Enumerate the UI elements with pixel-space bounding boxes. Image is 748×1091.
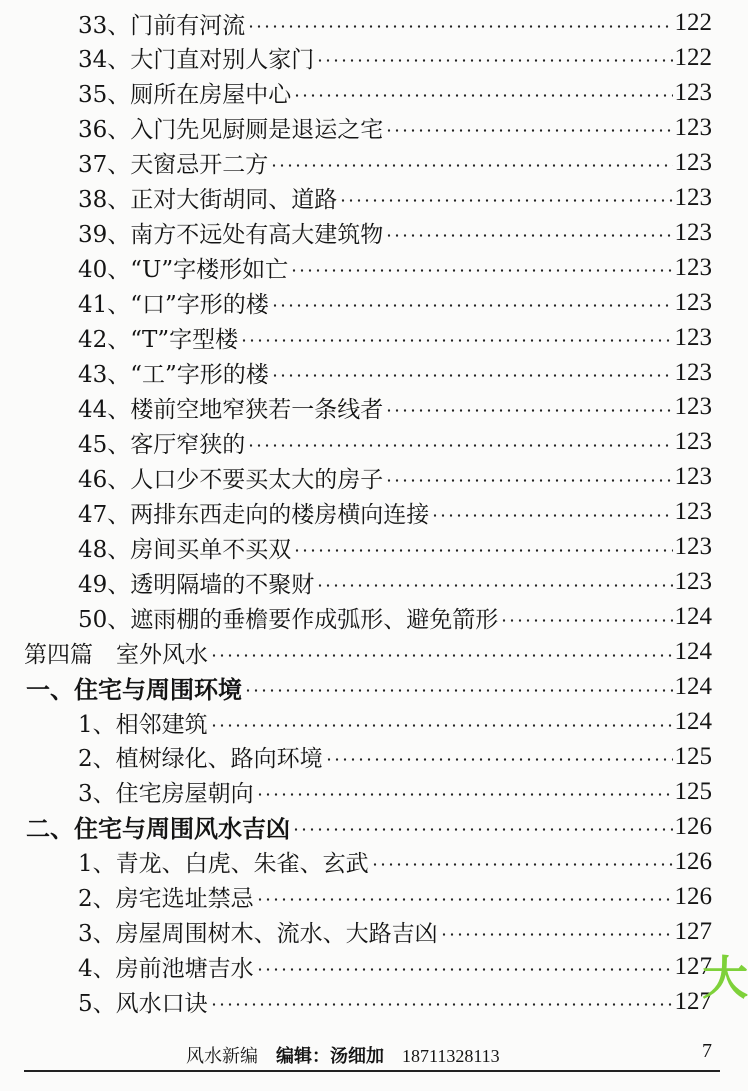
toc-entry — [78, 495, 712, 529]
toc-entry-title: 房间买单不买双 — [130, 536, 292, 563]
toc-dot-leader — [210, 705, 673, 739]
toc-entry — [78, 216, 712, 250]
toc-entry-number: 2、 — [78, 886, 116, 913]
footer-book-title: 风水新编 — [186, 1046, 258, 1067]
toc-dot-leader — [316, 565, 672, 599]
toc-entry-number: 5、 — [78, 991, 116, 1018]
toc-entry-number: 2、 — [78, 746, 116, 773]
toc-entry-number: 3、 — [78, 781, 116, 808]
toc-entry-number: 49、 — [78, 571, 131, 598]
toc-dot-leader — [431, 495, 672, 529]
toc-entry-title: 两排东西走向的楼房横向连接 — [130, 501, 430, 528]
toc-dot-leader — [500, 600, 672, 634]
toc-entry — [26, 810, 712, 844]
toc-entry-page: 123 — [674, 358, 712, 386]
toc-entry-number: 34、 — [78, 47, 131, 74]
toc-entry-title: 住宅与周围风水吉凶 — [74, 814, 290, 844]
toc-entry-page: 123 — [674, 533, 712, 561]
toc-entry-page: 124 — [674, 708, 712, 735]
toc-entry — [78, 251, 712, 285]
toc-entry — [78, 915, 712, 949]
footer-rule — [24, 1070, 720, 1072]
toc-entry — [78, 705, 712, 739]
toc-entry-page: 122 — [674, 43, 712, 71]
toc-entry-title: 房前池塘吉水 — [115, 956, 254, 983]
toc-entry-number: 44、 — [78, 396, 131, 423]
toc-entry-title: 透明隔墙的不聚财 — [130, 571, 315, 598]
toc-entry-page: 123 — [674, 428, 712, 456]
toc-entry-page: 123 — [674, 183, 712, 211]
footer-editor-name: 汤细加 — [330, 1046, 384, 1067]
toc-dot-leader — [371, 845, 673, 879]
toc-entry — [78, 6, 712, 40]
toc-entry — [78, 181, 712, 215]
toc-dot-leader — [210, 985, 673, 1019]
toc-entry-title: 房屋周围树木、流水、大路吉凶 — [115, 921, 438, 948]
toc-dot-leader — [256, 950, 673, 984]
toc-entry-title: 客厅窄狭的 — [130, 431, 246, 458]
toc-entry — [78, 460, 712, 494]
toc-entry-page: 126 — [674, 847, 712, 875]
toc-entry-title: 南方不远处有高大建筑物 — [130, 222, 384, 249]
toc-entry-title: 风水口诀 — [115, 991, 208, 1018]
footer-info — [186, 1042, 500, 1068]
toc-entry-title: 天窗忌开二方 — [130, 152, 269, 179]
toc-entry-number: 48、 — [78, 536, 131, 563]
toc-dot-leader — [240, 321, 672, 355]
toc-entry-title: 遮雨棚的垂檐要作成弧形、避免箭形 — [130, 606, 499, 633]
toc-entry — [78, 740, 712, 774]
toc-entry-number: 43、 — [78, 362, 131, 388]
toc-entry-title: 入门先见厨厕是退运之宅 — [130, 117, 384, 144]
toc-entry — [78, 600, 712, 634]
toc-entry-page: 123 — [674, 393, 712, 421]
toc-entry-number: 第四篇 — [24, 641, 116, 668]
toc-dot-leader — [271, 286, 673, 320]
toc-entry-title: “T”字型楼 — [130, 327, 239, 354]
toc-entry-number: 36、 — [78, 117, 131, 144]
toc-entry — [78, 845, 712, 879]
toc-dot-leader — [440, 915, 673, 949]
page-footer — [0, 1038, 734, 1068]
toc-entry-page: 123 — [674, 463, 712, 491]
toc-entry-number: 38、 — [78, 187, 131, 214]
toc-entry — [24, 635, 712, 669]
footer-page-number: 7 — [702, 1040, 712, 1062]
toc-entry-number: 42、 — [78, 327, 131, 354]
toc-entry-page: 125 — [674, 742, 712, 770]
toc-entry-page: 123 — [674, 253, 712, 281]
toc-entry-title: 正对大街胡同、道路 — [130, 187, 338, 214]
toc-entry — [78, 146, 712, 180]
toc-entry-page: 125 — [674, 777, 712, 805]
toc-entry-page: 123 — [674, 498, 712, 526]
toc-entry — [78, 356, 712, 390]
toc-entry-title: 住宅房屋朝向 — [115, 781, 254, 808]
toc-entry-page: 124 — [674, 638, 712, 666]
toc-entry — [78, 985, 712, 1019]
toc-dot-leader — [290, 251, 672, 285]
toc-entry — [78, 950, 712, 984]
toc-dot-leader — [385, 216, 672, 250]
toc-entry-number: 二、 — [26, 814, 74, 844]
toc-entry-title: 住宅与周围环境 — [74, 674, 242, 704]
toc-entry-page: 126 — [674, 882, 712, 910]
footer-phone: 18711328113 — [402, 1046, 500, 1066]
toc-entry-title: 楼前空地窄狭若一条线者 — [130, 396, 384, 423]
toc-entry — [78, 390, 712, 424]
toc-entry-number: 3、 — [78, 921, 116, 948]
toc-entry — [78, 76, 712, 110]
toc-dot-leader — [247, 6, 672, 40]
toc-entry-title: 相邻建筑 — [115, 711, 208, 738]
toc-entry-title: “工”字形的楼 — [130, 362, 269, 388]
toc-entry-title: “U”字楼形如亡 — [130, 257, 289, 284]
toc-entry-page: 123 — [674, 288, 712, 316]
toc-entry-page: 123 — [674, 148, 712, 176]
toc-entry — [78, 286, 712, 320]
toc-entry-number: 40、 — [78, 257, 131, 284]
toc-entry-number: 50、 — [78, 606, 131, 633]
footer-editor-label: 编辑： — [276, 1046, 330, 1067]
toc-entry-number: 一、 — [26, 674, 74, 704]
toc-entry-number: 1、 — [78, 711, 116, 738]
toc-dot-leader — [293, 530, 672, 564]
toc-entry-number: 39、 — [78, 222, 131, 249]
toc-entry-page: 127 — [674, 917, 712, 945]
toc-entry-number: 35、 — [78, 82, 131, 109]
toc-entry-number: 4、 — [78, 956, 116, 983]
toc-entry-title: 大门直对别人家门 — [130, 47, 315, 74]
toc-entry — [78, 41, 712, 75]
toc-entry-number: 46、 — [78, 466, 131, 493]
toc-entry — [26, 670, 712, 704]
toc-entry — [78, 565, 712, 599]
toc-entry-number: 47、 — [78, 501, 131, 528]
toc-entry-page: 124 — [674, 603, 712, 631]
toc-entry — [78, 530, 712, 564]
toc-entry-page: 122 — [674, 9, 712, 36]
toc-entry-title: 门前有河流 — [130, 12, 246, 39]
toc-entry-page: 123 — [674, 323, 712, 351]
watermark-stamp: 大 — [702, 951, 748, 1005]
toc-entry-title: 青龙、白虎、朱雀、玄武 — [115, 851, 369, 878]
toc-entry-title: 植树绿化、路向环境 — [115, 746, 323, 773]
toc-entry — [78, 775, 712, 809]
toc-entry-title: 人口少不要买太大的房子 — [130, 466, 384, 493]
toc-entry-page: 124 — [674, 673, 712, 701]
toc-entry-title: 房宅选址禁忌 — [115, 886, 254, 913]
toc-dot-leader — [256, 880, 673, 914]
toc-dot-leader — [256, 775, 673, 809]
toc-entry-page: 127 — [674, 952, 712, 980]
toc-entry-page: 123 — [674, 218, 712, 246]
toc-entry-number: 45、 — [78, 431, 131, 458]
toc-dot-leader — [385, 460, 672, 494]
toc-dot-leader — [270, 146, 672, 180]
toc-dot-leader — [292, 810, 673, 844]
toc-entry-page: 127 — [674, 987, 712, 1015]
toc-entry-number: 37、 — [78, 152, 131, 179]
toc-dot-leader — [385, 111, 672, 145]
toc-entry-title: 厕所在房屋中心 — [130, 82, 292, 109]
toc-dot-leader — [339, 181, 672, 215]
toc-entry-title: “口”字形的楼 — [130, 292, 269, 319]
toc-dot-leader — [293, 76, 672, 110]
toc-entry-number: 41、 — [78, 292, 131, 319]
toc-entry-page: 123 — [674, 568, 712, 596]
toc-dot-leader — [247, 425, 672, 459]
toc-entry — [78, 111, 712, 145]
toc-entry-page: 126 — [674, 812, 712, 840]
toc-dot-leader — [325, 740, 673, 774]
toc-entry-number: 33、 — [78, 12, 131, 39]
toc-entry — [78, 425, 712, 459]
toc-entry-page: 123 — [674, 113, 712, 141]
toc-dot-leader — [316, 41, 672, 75]
toc-dot-leader — [244, 670, 673, 704]
toc-entry-title: 室外风水 — [116, 641, 208, 668]
toc-entry-number: 1、 — [78, 851, 116, 878]
toc-dot-leader — [271, 356, 673, 390]
toc-dot-leader — [210, 635, 673, 669]
toc-entry-page: 123 — [674, 78, 712, 106]
toc-entry — [78, 321, 712, 355]
toc-entry — [78, 880, 712, 914]
toc-dot-leader — [385, 390, 672, 424]
